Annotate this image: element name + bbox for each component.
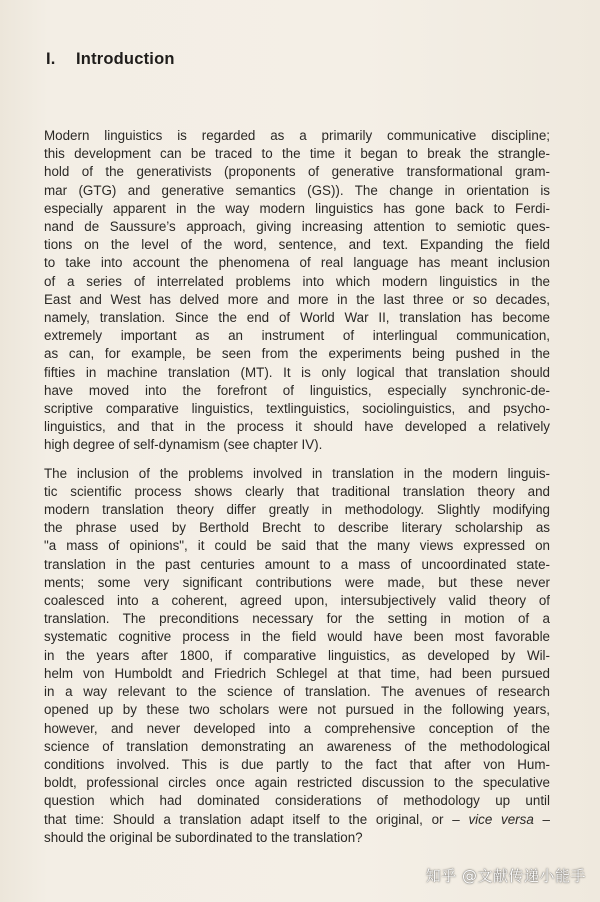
text-line: ments; some very significant contributions were made, but these never	[44, 574, 550, 590]
body-text	[44, 127, 550, 847]
text-line: mar (GTG) and generative semantics (GS)). The change in orientation is	[44, 182, 550, 198]
text-line: namely, translation. Since the end of World War II, translation has become	[44, 310, 550, 326]
text-line: as can, for example, be seen from the experiments being pushed in the	[44, 346, 550, 362]
text-line: Modern linguistics is regarded as a primarily communicative discipline;	[44, 128, 550, 143]
text-line: modern translation theory differ greatly in methodology. Slightly modifying	[44, 502, 550, 518]
watermark: 知乎 @文献传递小能手	[425, 867, 586, 885]
section-title: Introduction	[76, 50, 175, 68]
text-line: fifties in machine translation (MT). It is only logical that translation should	[44, 364, 550, 380]
text-line: in the years after 1800, if comparative linguistics, as developed by Wil-	[44, 647, 550, 663]
text-line: question which had dominated considerations of methodology up until	[44, 793, 550, 809]
text-line: this development can be traced to the time it began to break the strangle-	[44, 146, 550, 162]
paragraph	[44, 465, 550, 847]
text-line: The inclusion of the problems involved in translation in the modern linguis-	[44, 465, 550, 481]
text-line: should the original be subordinated to the translation?	[44, 829, 363, 845]
text-line: scriptive comparative linguistics, textlinguistics, sociolinguistics, and psycho-	[44, 401, 550, 417]
section-number: I.	[46, 50, 56, 68]
text-line: science of translation demonstrating an awareness of the methodological	[44, 738, 550, 754]
text-line: helm von Humboldt and Friedrich Schlegel at that time, had been pursued	[44, 665, 550, 681]
text-line: nand de Saussure’s approach, giving increasing attention to semiotic ques-	[44, 219, 550, 235]
text-line: "a mass of opinions", it could be said that the many views expressed on	[44, 538, 550, 554]
paragraph	[44, 127, 550, 455]
text-line: have moved into the forefront of linguistics, especially synchronic-de-	[44, 382, 550, 398]
text-line: extremely important as an instrument of interlingual communication,	[44, 328, 550, 344]
text-line: of a series of interrelated problems into which modern linguistics in the	[44, 273, 550, 289]
text-line: coalesced into a coherent, agreed upon, intersubjectively valid theory of	[44, 593, 550, 609]
text-line: hold of the generativists (proponents of generative transformational gram-	[44, 164, 550, 180]
text-line: opened up by these two scholars were not pursued in the following years,	[44, 702, 550, 718]
text-line: conditions involved. This is due partly to the fact that after von Hum-	[44, 756, 550, 772]
text-line: that time: Should a translation adapt itself to the original, or – vice versa –	[44, 811, 550, 827]
text-line: linguistics, and that in the process it should have developed a relatively	[44, 419, 550, 435]
text-line: however, and never developed into a comprehensive conception of the	[44, 720, 550, 736]
text-line: translation. The preconditions necessary for the setting in motion of a	[44, 611, 550, 627]
text-line: to take into account the phenomena of real language has meant inclusion	[44, 255, 550, 271]
text-line: the phrase used by Berthold Brecht to describe literary scholarship as	[44, 520, 550, 536]
text-line: high degree of self-dynamism (see chapter IV).	[44, 437, 323, 453]
section-heading	[46, 50, 175, 69]
text-line: especially apparent in the way modern linguistics has gone back to Ferdi-	[44, 200, 550, 216]
text-line: translation in the past centuries amount to a mass of uncoordinated state-	[44, 556, 550, 572]
text-line: boldt, professional circles once again restricted discussion to the speculative	[44, 775, 550, 791]
text-line: tions on the level of the word, sentence, and text. Expanding the field	[44, 237, 550, 253]
text-line: tic scientific process shows clearly that traditional translation theory and	[44, 483, 550, 499]
text-line: East and West has delved more and more in the last three or so decades,	[44, 291, 550, 307]
text-line: in a way relevant to the science of translation. The avenues of research	[44, 684, 550, 700]
text-line: systematic cognitive process in the field would have been most favorable	[44, 629, 550, 645]
